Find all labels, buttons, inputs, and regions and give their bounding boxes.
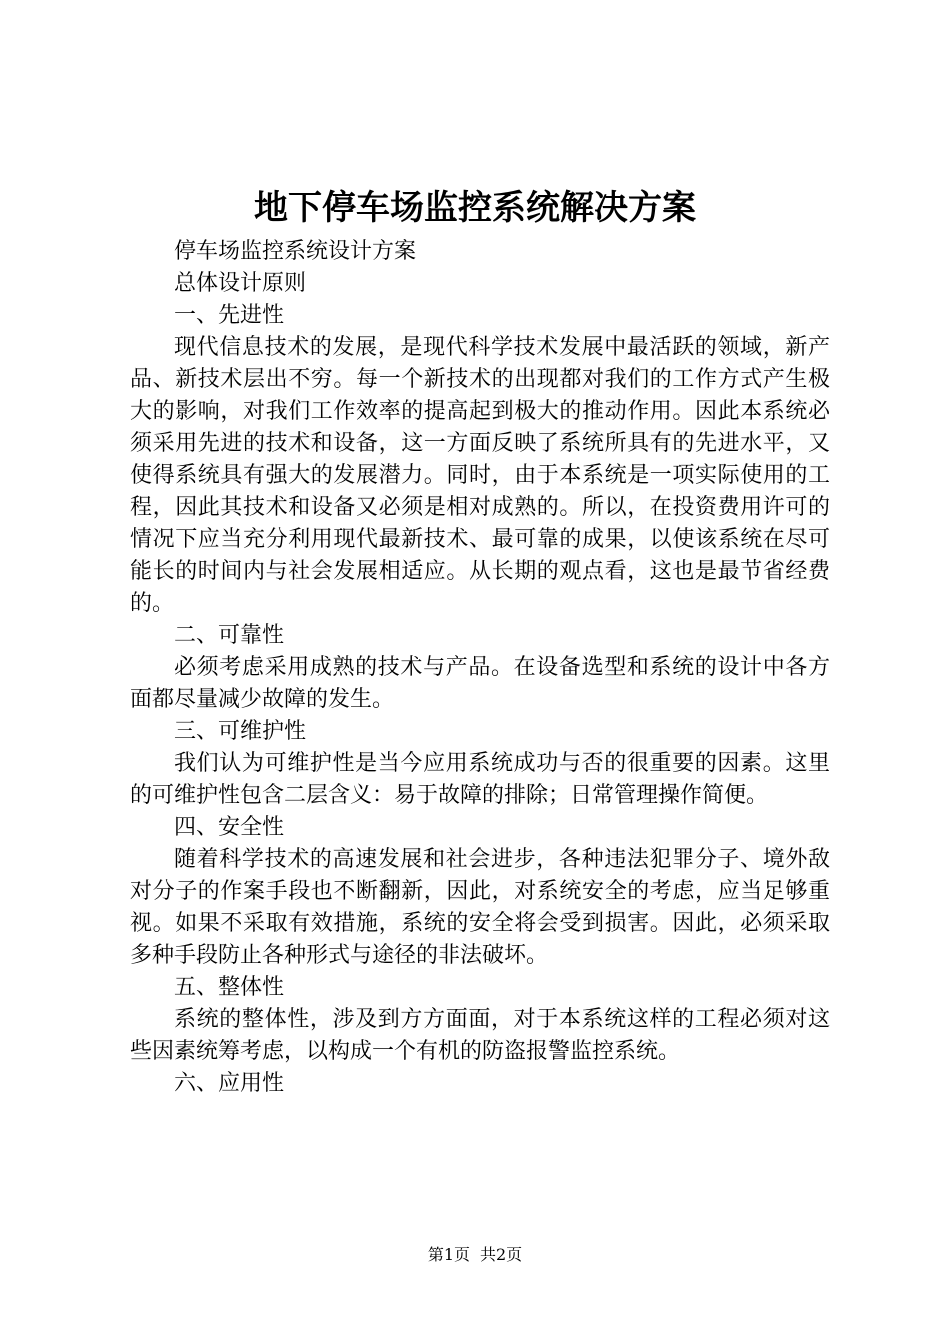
document-body xyxy=(130,236,830,1100)
page-number: 第1页 xyxy=(427,1245,470,1264)
section-heading: 总体设计原则 xyxy=(174,271,307,296)
subtitle-paragraph: 停车场监控系统设计方案 xyxy=(174,239,417,264)
body-paragraph: 现代信息技术的发展，是现代科学技术发展中最活跃的领域，新产品、新技术层出不穷。每一个新技术的出现都对我们的工作方式产生极大的影响，对我们工作效率的提高起到极大的推动作用。因此本系统必须采用先进的技术和设备，这一方面反映了系统所具有的先进水平，又使得系统具有强大的发展潜力。同时，由于本系统是一项实际使用的工程，因此其技术和设备又必须是相对成熟的。所以，在投资费用许可的情况下应当充分利用现代最新技术、最可靠的成果，以使该系统在尽可能长的时间内与社会发展相适应。从长期的观点看，这也是最节省经费的。 xyxy=(130,335,830,616)
section-heading-reliability: 二、可靠性 xyxy=(174,623,285,648)
body-paragraph: 随着科学技术的高速发展和社会进步，各种违法犯罪分子、境外敌对分子的作案手段也不断翻新，因此，对系统安全的考虑，应当足够重视。如果不采取有效措施，系统的安全将会受到损害。因此，必须采取多种手段防止各种形式与途径的非法破坏。 xyxy=(130,847,830,968)
page-footer xyxy=(0,1244,950,1266)
body-paragraph: 我们认为可维护性是当今应用系统成功与否的很重要的因素。这里的可维护性包含二层含义：易于故障的排除；日常管理操作简便。 xyxy=(130,751,830,808)
document-title: 地下停车场监控系统解决方案 xyxy=(254,188,696,228)
section-heading-advanced: 一、先进性 xyxy=(174,303,285,328)
body-paragraph: 系统的整体性，涉及到方方面面，对于本系统这样的工程必须对这些因素统筹考虑，以构成一个有机的防盗报警监控系统。 xyxy=(130,1007,830,1064)
section-heading-maintainability: 三、可维护性 xyxy=(174,719,307,744)
section-heading-security: 四、安全性 xyxy=(174,815,285,840)
section-heading-integrity: 五、整体性 xyxy=(174,975,285,1000)
page-total: 共2页 xyxy=(480,1245,523,1264)
body-paragraph: 必须考虑采用成熟的技术与产品。在设备选型和系统的设计中各方面都尽量减少故障的发生。 xyxy=(130,655,830,712)
section-heading-applicability: 六、应用性 xyxy=(174,1071,285,1096)
